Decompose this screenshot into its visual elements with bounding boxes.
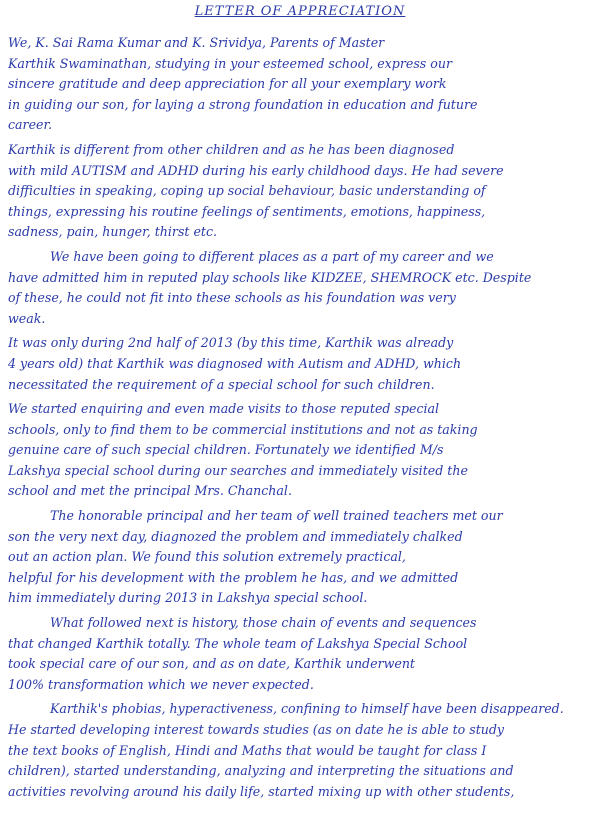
letter-title: LETTER OF APPRECIATION — [194, 4, 406, 19]
handwritten-line: that changed Karthik totally. The whole team of Lakshya Special School — [8, 635, 468, 651]
handwritten-line: helpful for his development with the problem he has, and we admitted — [8, 569, 459, 585]
handwritten-line: in guiding our son, for laying a strong foundation in education and future — [8, 96, 478, 112]
handwritten-line: have admitted him in reputed play schools like KIDZEE, SHEMROCK etc. Despite — [8, 269, 532, 285]
paragraph — [8, 33, 592, 136]
handwritten-line: of these, he could not fit into these schools as his foundation was very — [8, 290, 456, 306]
handwritten-line: We have been going to different places as a part of my career and we — [50, 248, 494, 264]
handwritten-line: things, expressing his routine feelings of sentiments, emotions, happiness, — [8, 203, 486, 219]
handwritten-line: necessitated the requirement of a special school for such children. — [8, 376, 435, 392]
handwritten-line: He started developing interest towards studies (as on date he is able to study — [8, 722, 505, 737]
handwritten-line: Karthik Swaminathan, studying in your esteemed school, express our — [8, 55, 452, 71]
letter-body — [8, 33, 592, 802]
handwritten-line: son the very next day, diagnozed the problem and immediately chalked — [8, 528, 463, 544]
handwritten-line: took special care of our son, and as on date, Karthik underwent — [8, 656, 415, 672]
handwritten-line: him immediately during 2013 in Lakshya special school. — [8, 590, 368, 606]
handwritten-line: We started enquiring and even made visits to those reputed special — [8, 401, 440, 417]
handwritten-line: Lakshya special school during our searches and immediately visited the — [8, 462, 468, 478]
handwritten-line: difficulties in speaking, coping up social behaviour, basic understanding of — [8, 183, 486, 199]
paragraph — [8, 613, 592, 695]
paragraph — [8, 333, 592, 395]
handwritten-line: We, K. Sai Rama Kumar and K. Srividya, Parents of Master — [8, 35, 385, 50]
paragraph — [8, 247, 592, 329]
handwritten-line: Karthik's phobias, hyperactiveness, confining to himself have been disappeared. — [50, 701, 564, 717]
handwritten-line: It was only during 2nd half of 2013 (by this time, Karthik was already — [8, 335, 454, 351]
handwritten-line: children), started understanding, analyzing and interpreting the situations and — [8, 763, 514, 779]
paragraph — [8, 699, 592, 802]
handwritten-line: sadness, pain, hunger, thirst etc. — [8, 224, 218, 240]
handwritten-line: 100% transformation which we never expected. — [8, 676, 314, 692]
handwritten-line: 4 years old) that Karthik was diagnosed with Autism and ADHD, which — [8, 355, 462, 371]
handwritten-line: career. — [8, 117, 53, 133]
paragraph — [8, 140, 592, 243]
paragraph — [8, 506, 592, 609]
paragraph — [8, 399, 592, 502]
handwritten-line: with mild AUTISM and ADHD during his early childhood days. He had severe — [8, 162, 504, 178]
handwritten-line: activities revolving around his daily life, started mixing up with other students, — [8, 783, 515, 799]
handwritten-line: The honorable principal and her team of well trained teachers met our — [50, 508, 503, 524]
handwritten-line: school and met the principal Mrs. Chanchal. — [8, 483, 292, 499]
handwritten-line: out an action plan. We found this solution extremely practical, — [8, 549, 406, 565]
handwritten-line: sincere gratitude and deep appreciation for all your exemplary work — [8, 76, 447, 92]
handwritten-line: the text books of English, Hindi and Maths that would be taught for class I — [8, 742, 487, 758]
handwritten-line: schools, only to find them to be commercial institutions and not as taking — [8, 421, 478, 437]
handwritten-line: genuine care of such special children. Fortunately we identified M/s — [8, 442, 444, 458]
handwritten-line: What followed next is history, those chain of events and sequences — [50, 615, 477, 631]
handwritten-line: Karthik is different from other children and as he has been diagnosed — [8, 141, 455, 157]
handwritten-line: weak. — [8, 310, 46, 326]
